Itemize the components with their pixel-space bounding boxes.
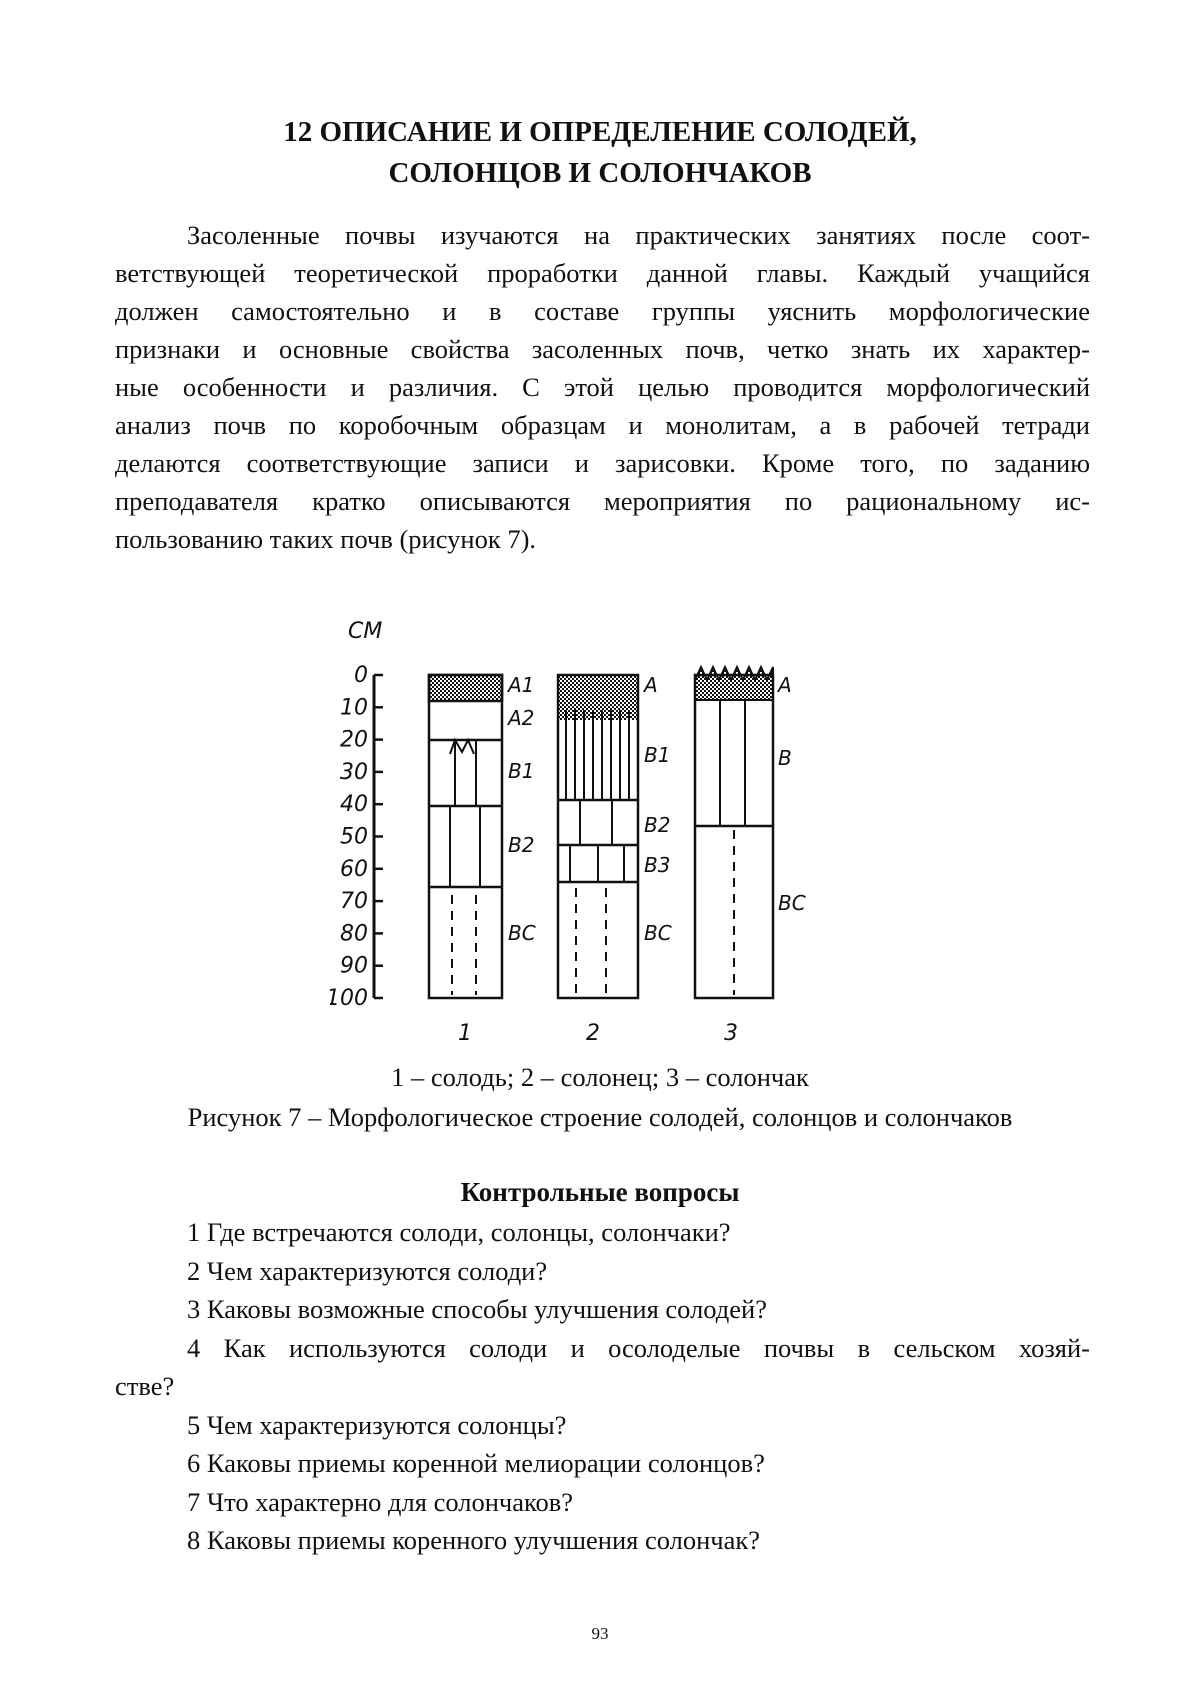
figure-legend: 1 – солодь; 2 – солонец; 3 – солончак: [0, 1058, 1200, 1096]
paragraph-line: ветствующей теоретической проработки данной главы. Каждый учащийся: [115, 254, 1090, 292]
question-item-continuation: стве?: [115, 1367, 1090, 1406]
horizon-label: B1: [644, 743, 670, 767]
figure-caption: Рисунок 7 – Морфологическое строение солодей, солонцов и солончаков: [0, 1098, 1200, 1136]
horizon-label: B3: [644, 853, 670, 877]
horizon-label: B2: [644, 813, 670, 837]
horizon-label: A2: [506, 706, 534, 730]
profile-2-solonets: [558, 673, 672, 1046]
depth-tick-label: 30: [340, 760, 368, 785]
depth-tick-label: 60: [340, 857, 368, 882]
profile-3-solonchak: [695, 667, 806, 1046]
question-item: 5 Чем характеризуются солонцы?: [115, 1406, 1090, 1445]
page-number: 93: [0, 1624, 1200, 1644]
question-item: 8 Каковы приемы коренного улучшения солончак?: [115, 1521, 1090, 1560]
horizon-label: BC: [644, 921, 672, 945]
paragraph-line: должен самостоятельно и в составе группы уяснить морфологические: [115, 292, 1090, 330]
question-item: 6 Каковы приемы коренной мелиорации солонцов?: [115, 1444, 1090, 1483]
questions-heading: Контрольные вопросы: [0, 1173, 1200, 1211]
intro-paragraph: [115, 216, 1090, 558]
question-item: 2 Чем характеризуются солоди?: [115, 1252, 1090, 1291]
depth-tick-label: 80: [340, 921, 368, 946]
paragraph-line: пользованию таких почв (рисунок 7).: [115, 520, 1090, 558]
horizon-a1-dense-shading: [429, 675, 502, 701]
depth-tick-label: 90: [340, 954, 368, 979]
profile-2-outline: [558, 675, 638, 998]
depth-tick-label: 0: [354, 663, 368, 688]
horizon-label: A1: [506, 673, 534, 697]
horizon-label: B1: [508, 759, 534, 783]
depth-tick-label: 40: [340, 792, 368, 817]
question-item: 4 Как используются солоди и осолоделые почвы в сельском хозяй-: [115, 1329, 1090, 1368]
paragraph-line: Засоленные почвы изучаются на практических занятиях после соот-: [115, 216, 1090, 254]
paragraph-line: признаки и основные свойства засоленных почв, четко знать их характер-: [115, 330, 1090, 368]
question-item: 1 Где встречаются солоди, солонцы, солончаки?: [115, 1213, 1090, 1252]
depth-tick-label: 20: [340, 728, 368, 753]
profile-number: 2: [586, 1021, 600, 1046]
depth-tick-label: 50: [340, 825, 368, 850]
horizon-label: B2: [508, 833, 534, 857]
paragraph-line: ные особенности и различия. С этой целью проводится морфологический: [115, 368, 1090, 406]
soil-profiles-figure: [330, 620, 870, 1050]
section-title: [0, 112, 1200, 194]
question-item: 7 Что характерно для солончаков?: [115, 1483, 1090, 1522]
section-title-line-1: 12 ОПИСАНИЕ И ОПРЕДЕЛЕНИЕ СОЛОДЕЙ,: [0, 112, 1200, 153]
profile-number: 3: [724, 1021, 738, 1046]
paragraph-line: делаются соответствующие записи и зарисовки. Кроме того, по заданию: [115, 444, 1090, 482]
depth-tick-label: 10: [340, 695, 368, 720]
horizon-label: A: [642, 673, 658, 697]
horizon-label: A: [776, 673, 792, 697]
horizon-label: BC: [778, 891, 806, 915]
tongue-marks: [450, 740, 474, 754]
profile-1-solod: [429, 673, 536, 1046]
profile-number: 1: [458, 1021, 472, 1046]
paragraph-line: анализ почв по коробочным образцам и монолитам, а в рабочей тетради: [115, 406, 1090, 444]
question-item: 3 Каковы возможные способы улучшения солодей?: [115, 1290, 1090, 1329]
horizon-label: B: [778, 746, 792, 770]
questions-list: [115, 1213, 1090, 1560]
prism-lines: [566, 710, 629, 800]
horizon-label: BC: [508, 921, 536, 945]
horizon-a-shading: [558, 675, 638, 720]
profile-1-outline: [429, 675, 502, 998]
depth-unit-label: СМ: [348, 620, 382, 644]
depth-tick-label: 100: [330, 986, 368, 1011]
section-title-line-2: СОЛОНЦОВ И СОЛОНЧАКОВ: [0, 153, 1200, 194]
salt-crust: [695, 667, 773, 700]
paragraph-line: преподавателя кратко описываются мероприятия по рациональному ис-: [115, 482, 1090, 520]
depth-tick-label: 70: [340, 889, 368, 914]
